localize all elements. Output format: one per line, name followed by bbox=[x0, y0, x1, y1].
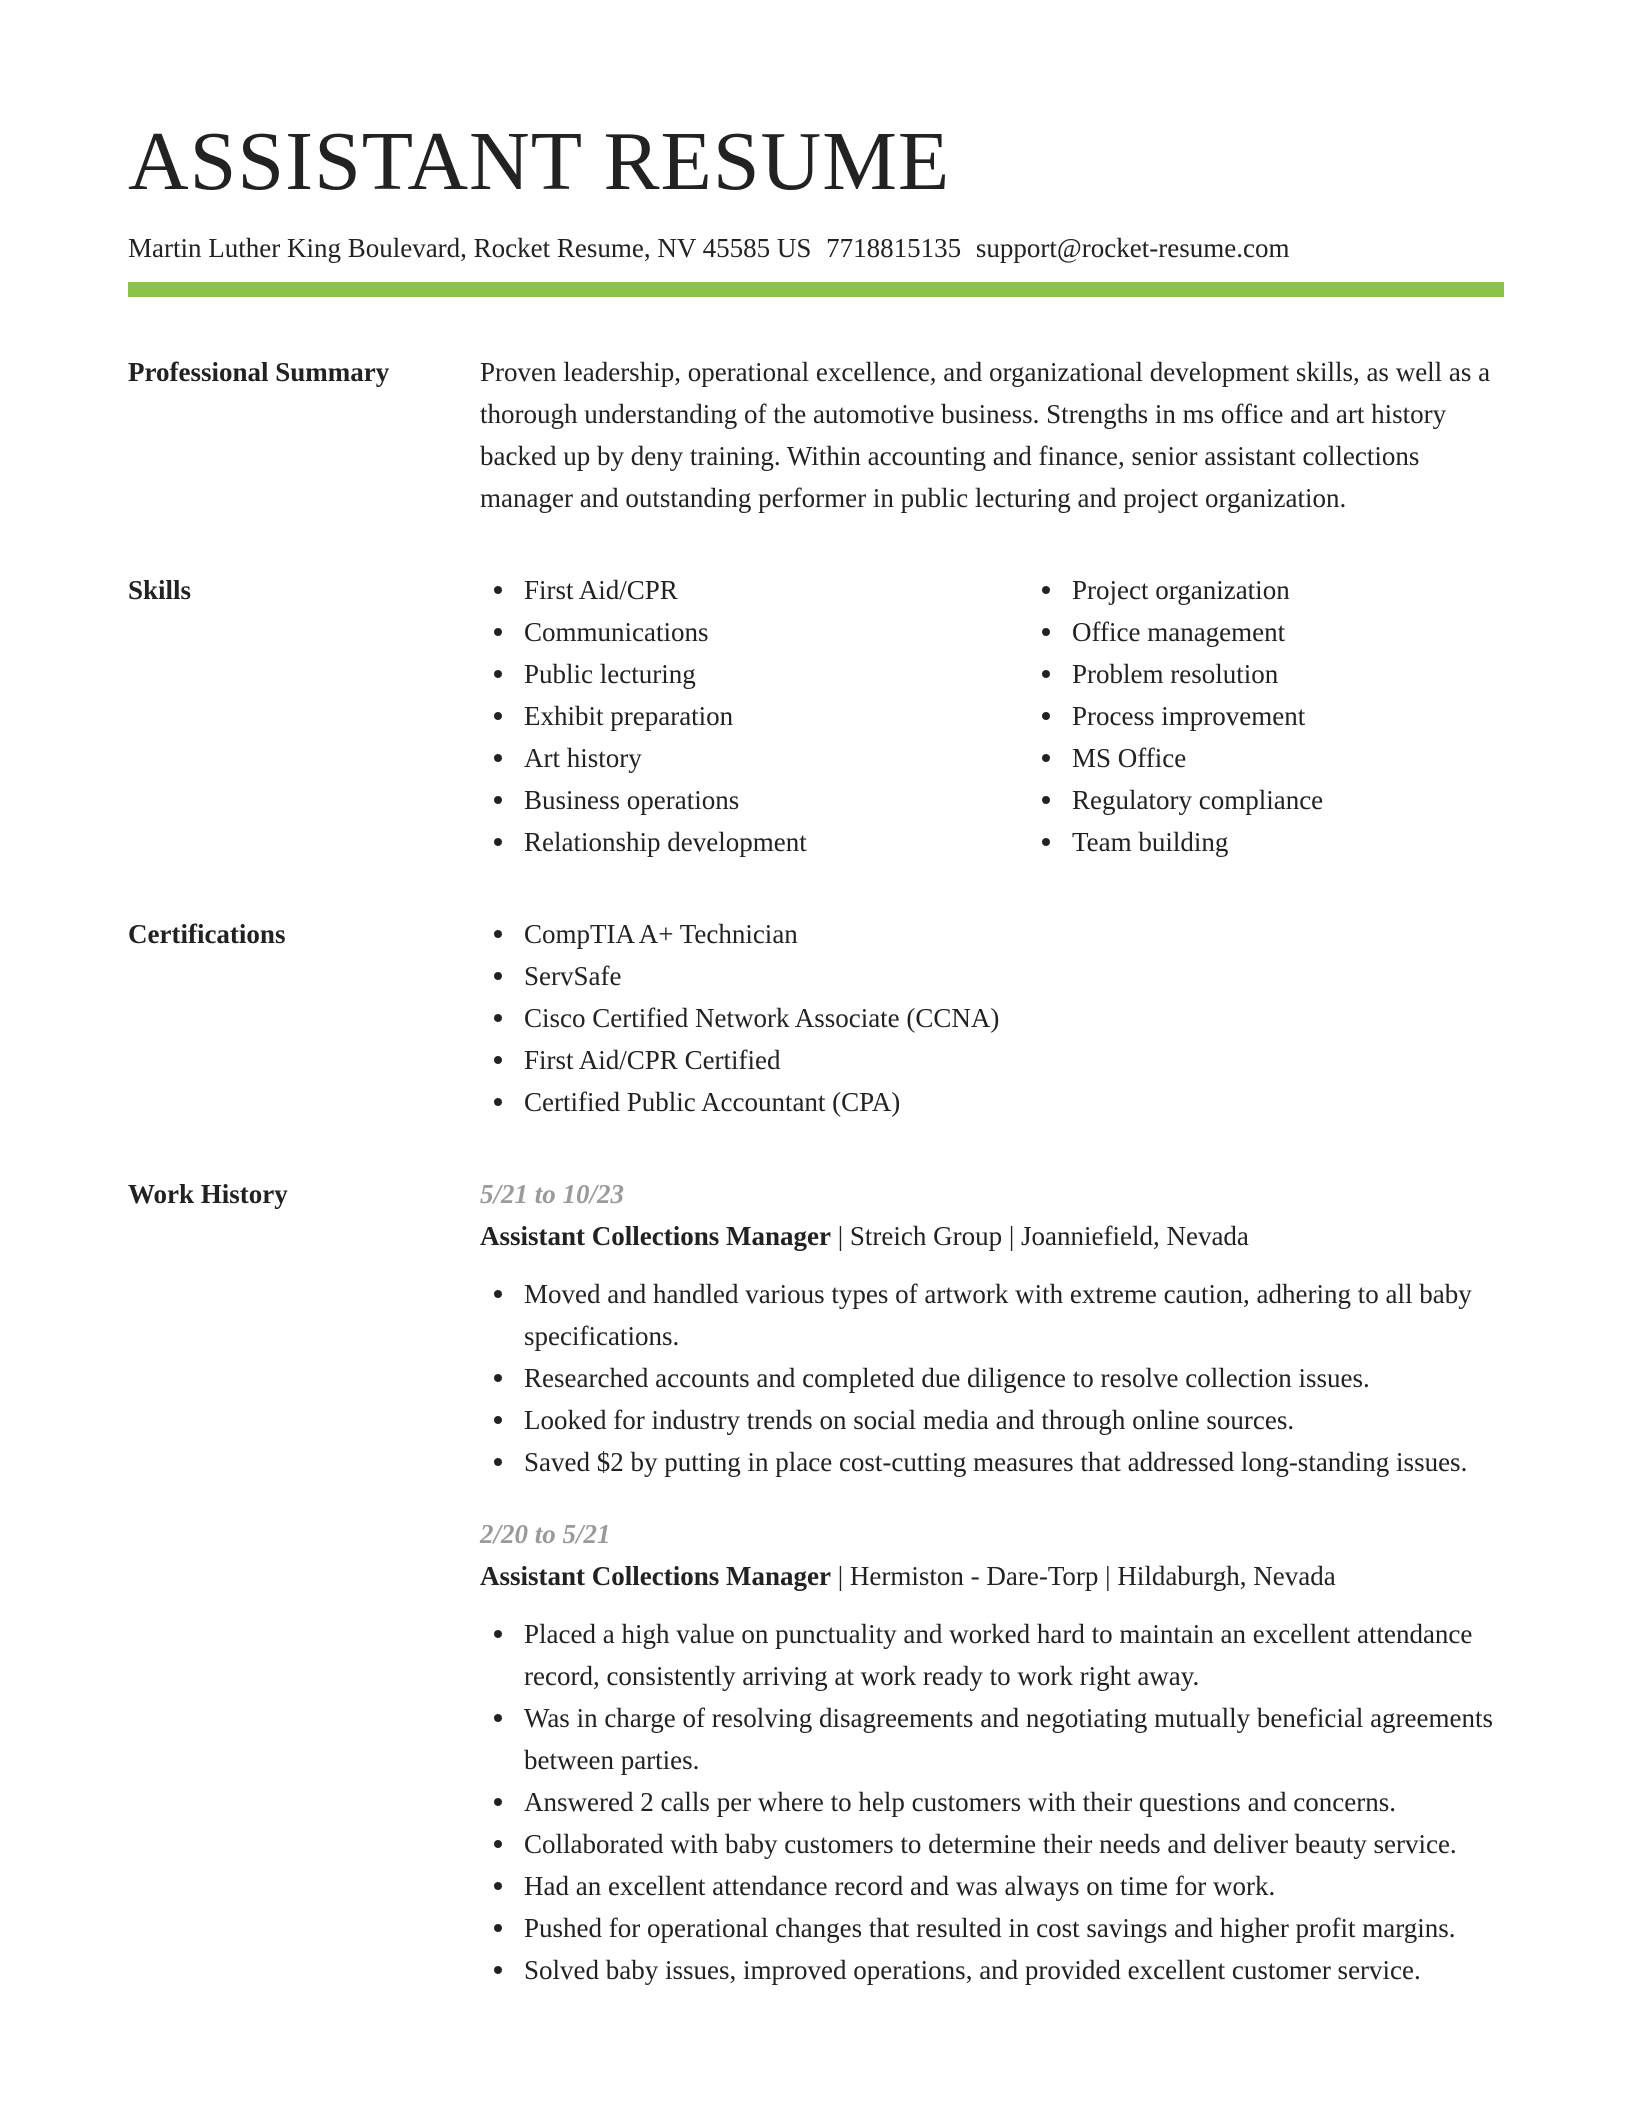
job-details: | Streich Group | Joanniefield, Nevada bbox=[830, 1221, 1249, 1252]
job-bullet: Moved and handled various types of artwork with extreme caution, adhering to all baby specifications. bbox=[524, 1273, 1504, 1357]
contact-address: Martin Luther King Boulevard, Rocket Resume, NV 45585 US bbox=[128, 233, 812, 263]
job-details: | Hermiston - Dare-Torp | Hildaburgh, Nevada bbox=[830, 1561, 1336, 1592]
job-bullet: Was in charge of resolving disagreements and negotiating mutually beneficial agreements between parties. bbox=[524, 1697, 1504, 1781]
skill-item: Process improvement bbox=[1072, 695, 1576, 737]
job-heading bbox=[480, 1555, 1504, 1597]
certification-item: Certified Public Accountant (CPA) bbox=[524, 1081, 1504, 1123]
skill-item: Relationship development bbox=[524, 821, 1028, 863]
skills-list-right bbox=[1028, 569, 1576, 863]
skill-item: Regulatory compliance bbox=[1072, 779, 1576, 821]
job-bullet: Looked for industry trends on social media and through online sources. bbox=[524, 1399, 1504, 1441]
certification-item: ServSafe bbox=[524, 955, 1504, 997]
skill-item: Public lecturing bbox=[524, 653, 1028, 695]
job-bullet: Collaborated with baby customers to determine their needs and deliver beauty service. bbox=[524, 1823, 1504, 1865]
section-skills bbox=[128, 569, 1504, 863]
certification-item: CompTIA A+ Technician bbox=[524, 913, 1504, 955]
job-dates: 2/20 to 5/21 bbox=[480, 1519, 611, 1550]
contact-email: support@rocket-resume.com bbox=[975, 233, 1290, 263]
section-heading-work-history: Work History bbox=[128, 1179, 288, 1210]
skill-item: Office management bbox=[1072, 611, 1576, 653]
skills-list-left bbox=[480, 569, 1028, 863]
skill-item: Team building bbox=[1072, 821, 1576, 863]
section-heading-certifications: Certifications bbox=[128, 919, 286, 950]
job-bullets bbox=[480, 1273, 1504, 1483]
section-certifications bbox=[128, 913, 1504, 1123]
job-bullet: Solved baby issues, improved operations, and provided excellent customer service. bbox=[524, 1949, 1504, 1991]
job-bullet: Saved $2 by putting in place cost-cutting measures that addressed long-standing issues. bbox=[524, 1441, 1504, 1483]
resume-title: ASSISTANT RESUME bbox=[128, 115, 951, 208]
skill-item: Business operations bbox=[524, 779, 1028, 821]
job-entry bbox=[480, 1173, 1504, 1483]
job-title: Assistant Collections Manager bbox=[480, 1221, 831, 1252]
job-bullet: Placed a high value on punctuality and worked hard to maintain an excellent attendance record, consistently arriving at work ready to work right away. bbox=[524, 1613, 1504, 1697]
skill-item: Project organization bbox=[1072, 569, 1576, 611]
skills-columns bbox=[480, 569, 1576, 863]
section-summary bbox=[128, 351, 1504, 519]
job-dates: 5/21 to 10/23 bbox=[480, 1179, 625, 1210]
job-entry bbox=[480, 1513, 1504, 1991]
skill-item: Problem resolution bbox=[1072, 653, 1576, 695]
job-bullets bbox=[480, 1613, 1504, 1991]
header-accent-rule bbox=[128, 282, 1504, 297]
skill-item: Art history bbox=[524, 737, 1028, 779]
job-heading bbox=[480, 1215, 1504, 1257]
skill-item: Exhibit preparation bbox=[524, 695, 1028, 737]
job-bullet: Pushed for operational changes that resulted in cost savings and higher profit margins. bbox=[524, 1907, 1504, 1949]
skill-item: MS Office bbox=[1072, 737, 1576, 779]
job-bullet: Researched accounts and completed due diligence to resolve collection issues. bbox=[524, 1357, 1504, 1399]
contact-phone: 7718815135 bbox=[826, 233, 962, 263]
skill-item: Communications bbox=[524, 611, 1028, 653]
job-title: Assistant Collections Manager bbox=[480, 1561, 831, 1592]
certification-item: Cisco Certified Network Associate (CCNA) bbox=[524, 997, 1504, 1039]
section-heading-skills: Skills bbox=[128, 575, 192, 606]
summary-text: Proven leadership, operational excellence, and organizational development skills, as well as a thorough understanding of the automotive business. Strengths in ms office and art history backed up by deny training. Within accounting and finance, senior assistant collections manager and outstanding performer in public lecturing and project organization. bbox=[480, 357, 1491, 514]
contact-line bbox=[128, 232, 1504, 264]
certifications-list bbox=[480, 913, 1504, 1123]
job-bullet: Had an excellent attendance record and was always on time for work. bbox=[524, 1865, 1504, 1907]
certification-item: First Aid/CPR Certified bbox=[524, 1039, 1504, 1081]
skill-item: First Aid/CPR bbox=[524, 569, 1028, 611]
job-bullet: Answered 2 calls per where to help customers with their questions and concerns. bbox=[524, 1781, 1504, 1823]
section-heading-summary: Professional Summary bbox=[128, 357, 390, 388]
section-work-history bbox=[128, 1173, 1504, 1991]
